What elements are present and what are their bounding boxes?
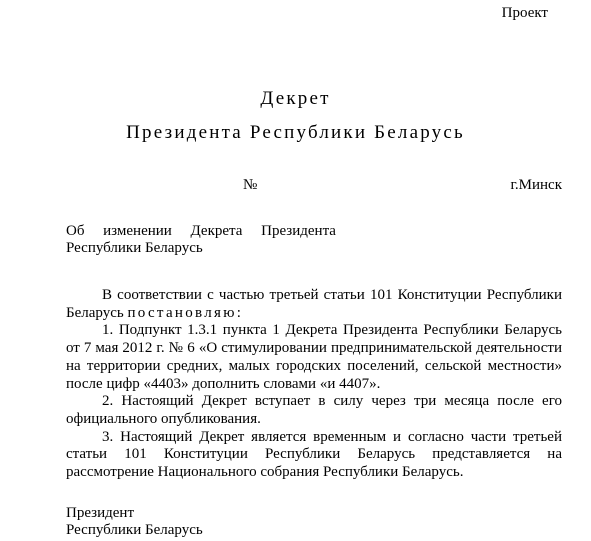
- subject-word: Декрета: [190, 223, 243, 239]
- decree-number: №: [243, 177, 258, 193]
- decree-subject: [66, 223, 336, 257]
- subject-word: изменении: [103, 223, 172, 239]
- item-3-paragraph: 3. Настоящий Декрет является временным и согласно части третьей статьи 101 Конституции Республики Беларусь представляется на рассмотрение Национального собрания Республики Беларусь.: [66, 428, 562, 481]
- item-1-paragraph: 1. Подпункт 1.3.1 пункта 1 Декрета Президента Республики Беларусь от 7 мая 2012 г. № 6 «О стимулировании предпринимательской деятельности на территории средних, малых городских поселений, сельской местности» после цифр «4403» дополнить словами «и 4407».: [66, 322, 562, 392]
- subject-word: Президента: [261, 223, 336, 239]
- preamble-keyword: постановляю:: [127, 304, 244, 321]
- subject-line-2: Республики Беларусь: [66, 240, 203, 256]
- subject-word: Об: [66, 223, 85, 239]
- item-2-paragraph: 2. Настоящий Декрет вступает в силу через три месяца после его официального опубликования.: [66, 393, 562, 427]
- subject-line-1: [66, 223, 336, 240]
- issue-city: г.Минск: [510, 177, 562, 193]
- draft-label: Проект: [501, 5, 548, 21]
- signature-title: Президент: [66, 505, 134, 521]
- signature-organization: Республики Беларусь: [66, 522, 203, 538]
- signature-block: [66, 505, 203, 539]
- document-subtitle: Президента Республики Беларусь: [126, 122, 465, 143]
- decree-body: [66, 287, 562, 482]
- preamble-paragraph: [66, 287, 562, 322]
- document-title: Декрет: [260, 88, 331, 109]
- preamble-text: В соответствии с частью третьей статьи 101 Конституции Республики Беларусь: [66, 287, 562, 321]
